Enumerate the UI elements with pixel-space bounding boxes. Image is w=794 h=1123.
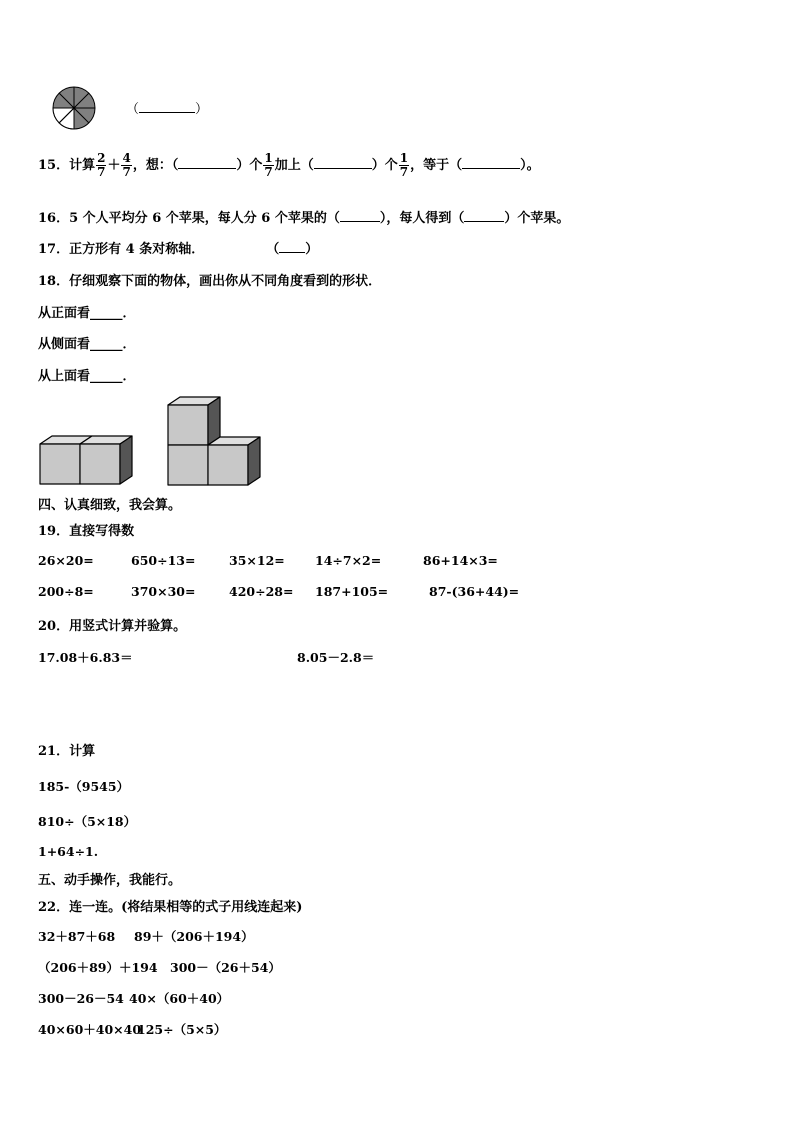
question-15: 15．计算 $\frac{2}{7}$ ＋ $\frac{4}{7}$ ，想：（ ）个 $\frac{1}{7}$ 加上（ ）个 $\frac{1}{7}$ ，等于（ ）。 <box>38 151 540 179</box>
q19-item: 26×20= <box>38 553 94 568</box>
q19-item: 187+105= <box>315 584 389 599</box>
q22-left[interactable]: 32＋87＋68 <box>38 929 116 944</box>
question-17: 17．正方形有 4 条对称轴． （ ） <box>38 242 319 257</box>
q22-right[interactable]: 300－（26＋54） <box>170 960 281 975</box>
q21-item: 1+64÷1. <box>38 844 99 859</box>
section-5-heading: 五、动手操作，我能行。 <box>38 873 182 888</box>
q19-item: 420÷28= <box>229 584 294 599</box>
question-19-title: 19．直接写得数 <box>38 524 135 539</box>
answer-blank[interactable] <box>340 209 380 222</box>
q22-right[interactable]: 125÷（5×5） <box>137 1022 227 1037</box>
q19-item: 35×12= <box>229 553 285 568</box>
question-18-title: 18．仔细观察下面的物体，画出你从不同角度看到的形状． <box>38 274 382 289</box>
section-4-heading: 四、认真细致，我会算。 <box>38 498 182 513</box>
cubes-figure <box>36 394 271 486</box>
q19-item: 86+14×3= <box>423 553 498 568</box>
question-22-title: 22．连一连。(将结果相等的式子用线连起来) <box>38 900 303 915</box>
answer-blank[interactable] <box>178 156 236 169</box>
view-front: 从正面看_____． <box>38 306 136 321</box>
q14-answer[interactable]: （ ） <box>126 102 209 117</box>
q19-item: 200÷8= <box>38 584 94 599</box>
q19-item: 370×30= <box>131 584 196 599</box>
q20-item: 8.05－2.8＝ <box>297 650 375 665</box>
fraction-pie-figure <box>50 85 98 131</box>
question-21-title: 21．计算 <box>38 744 96 759</box>
q22-left[interactable]: 300－26－54 <box>38 991 124 1006</box>
q22-left[interactable]: （206＋89）＋194 <box>38 960 158 975</box>
question-20-title: 20．用竖式计算并验算。 <box>38 619 187 634</box>
answer-blank[interactable] <box>139 100 195 113</box>
q21-item: 185-（9545） <box>38 779 130 794</box>
answer-blank[interactable] <box>314 156 372 169</box>
q19-item: 14÷7×2= <box>315 553 382 568</box>
question-16: 16．5 个人平均分 6 个苹果，每人分 6 个苹果的（ ），每人得到（ ）个苹果。 <box>38 211 570 226</box>
fraction: $\frac{1}{7}$ <box>264 151 273 179</box>
q22-right[interactable]: 89＋（206＋194） <box>134 929 254 944</box>
q22-left[interactable]: 40×60＋40×40 <box>38 1022 142 1037</box>
q19-item: 650÷13= <box>131 553 196 568</box>
answer-blank[interactable] <box>464 209 504 222</box>
q19-item: 87-(36+44)= <box>429 584 520 599</box>
view-side: 从侧面看_____． <box>38 337 136 352</box>
q21-item: 810÷（5×18） <box>38 814 137 829</box>
fraction: $\frac{1}{7}$ <box>399 151 409 179</box>
view-top: 从上面看_____． <box>38 369 136 384</box>
answer-blank[interactable] <box>462 156 520 169</box>
q20-item: 17.08＋6.83＝ <box>38 650 133 665</box>
answer-blank[interactable] <box>279 240 305 253</box>
fraction: $\frac{2}{7}$ <box>97 151 106 179</box>
q22-right[interactable]: 40×（60＋40） <box>129 991 230 1006</box>
fraction: $\frac{4}{7}$ <box>122 151 131 179</box>
